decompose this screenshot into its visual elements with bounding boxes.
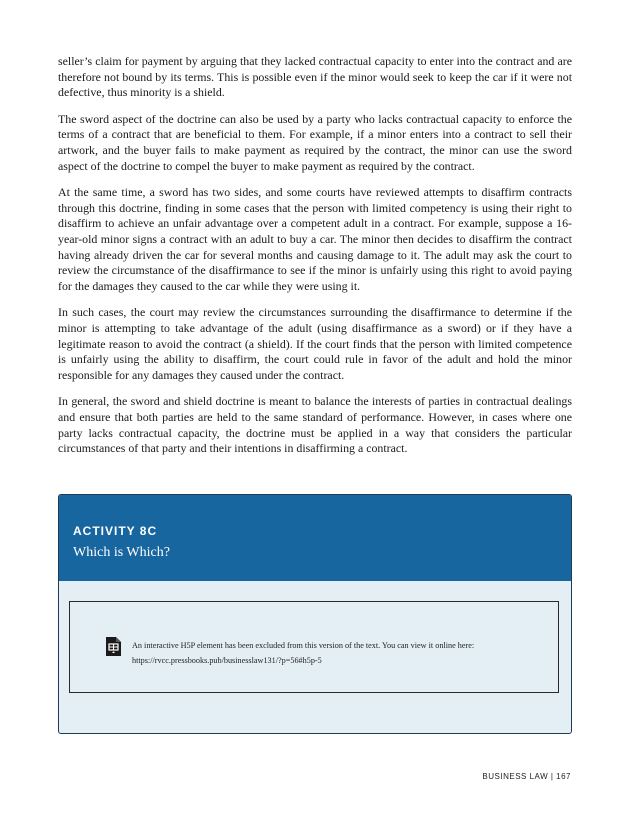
paragraph-5: In general, the sword and shield doctrine is meant to balance the interests of parties in contractual dealings and ensure that both parties are held to the same standard of performance. However, in cases where one party lacks contractual capacity, the doctrine must be applied in a way that considers the particular circumstances of that party and their intentions in disaffirming a contract.: [58, 394, 572, 456]
body-text: [58, 54, 572, 468]
activity-header: [59, 495, 571, 581]
activity-label: ACTIVITY 8C: [73, 524, 158, 538]
paragraph-1: seller’s claim for payment by arguing that they lacked contractual capacity to enter into the contract and are therefore not bound by its terms. This is possible even if the minor would seek to keep the car if it were not defective, thus minority is a shield.: [58, 54, 572, 100]
paragraph-4: In such cases, the court may review the circumstances surrounding the disaffirmance to determine if the minor is attempting to take advantage of the adult (using disaffirmance as a sword) or if they have a legitimate reason to avoid the contract (a shield). If the court finds that the person with limited competence is unfairly using the ability to disaffirm, the court could rule in favor of the adult and hold the minor responsible for any damages they caused under the contract.: [58, 305, 572, 383]
paragraph-2: The sword aspect of the doctrine can also be used by a party who lacks contractual capacity to enforce the terms of a contract that are beneficial to them. For example, if a minor enters into a contract to sell their artwork, and the buyer fails to make payment as required by the contract, the minor can use the sword aspect of the doctrine to compel the buyer to make payment as required by the contract.: [58, 111, 572, 173]
h5p-notice-text: [132, 638, 552, 668]
paragraph-3: At the same time, a sword has two sides, and some courts have reviewed attempts to disaffirm contracts through this doctrine, finding in some cases that the person with limited competency is using their right to disaffirm to achieve an unfair advantage over a competent adult in a contract. For example, suppose a 16-year-old minor signs a contract with an adult to buy a car. The minor then decides to disaffirm the contract having already driven the car for several months and causing damage to it. The adult may ask the court to review the circumstance of the disaffirmance to see if the minor is unfairly using this right to avoid paying for the damages they caused to the car while they were using it.: [58, 184, 572, 294]
h5p-notice: [69, 601, 559, 693]
page-footer: BUSINESS LAW | 167: [482, 772, 571, 781]
h5p-notice-message: An interactive H5P element has been excluded from this version of the text. You can view it online here:: [132, 641, 475, 650]
activity-box: [58, 494, 572, 734]
h5p-notice-link[interactable]: https://rvcc.pressbooks.pub/businesslaw131/?p=56#h5p-5: [132, 656, 322, 665]
h5p-document-icon: [106, 637, 121, 656]
activity-title: Which is Which?: [73, 545, 170, 560]
